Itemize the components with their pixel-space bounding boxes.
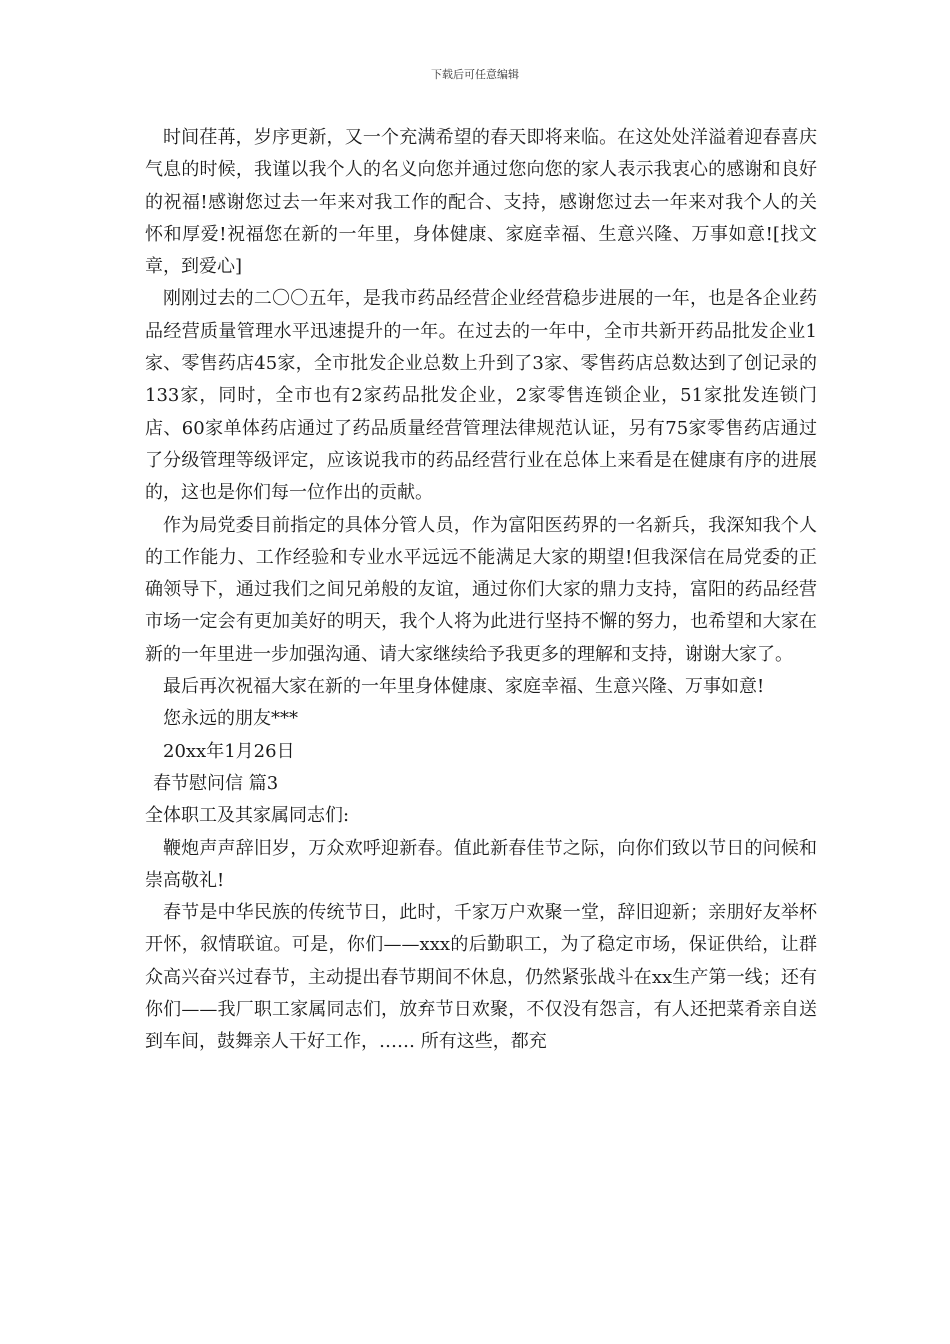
- letter-date: 20xx年1月26日: [163, 740, 295, 762]
- paragraph-spring-festival: 春节是中华民族的传统节日，此时，千家万户欢聚一堂，辞旧迎新；亲朋好友举杯开怀，叙情联谊。可是，你们——xxx的后勤职工，为了稳定市场，保证供给，让群众高兴奋兴过春节，主动提出春节期间不休息，仍然紧张战斗在xx生产第一线；还有你们——我厂职工家属同志们，放弃节日欢聚，不仅没有怨言，有人还把菜肴亲自送到车间，鼓舞亲人干好工作，…… 所有这些，都充: [145, 902, 817, 1053]
- salutation: 全体职工及其家属同志们:: [145, 805, 350, 827]
- page-header-note: 下载后可任意编辑: [431, 68, 519, 81]
- paragraph-commitment: 作为局党委目前指定的具体分管人员，作为富阳医药界的一名新兵，我深知我个人的工作能力、工作经验和专业水平远远不能满足大家的期望!但我深信在局党委的正确领导下，通过我们之间兄弟般的友谊，通过你们大家的鼎力支持，富阳的药品经营市场一定会有更加美好的明天，我个人将为此进行坚持不懈的努力，也希望和大家在新的一年里进一步加强沟通、请大家继续给予我更多的理解和支持，谢谢大家了。: [145, 514, 817, 665]
- paragraph-closing-wish: 最后再次祝福大家在新的一年里身体健康、家庭幸福、生意兴隆、万事如意!: [163, 676, 765, 698]
- paragraph-review: 刚刚过去的二〇〇五年，是我市药品经营企业经营稳步进展的一年，也是各企业药品经营质量管理水平迅速提升的一年。在过去的一年中，全市共新开药品批发企业1家、零售药店45家，全市批发企业总数上升到了3家、零售药店总数达到了创记录的133家，同时，全市也有2家药品批发企业，2家零售连锁企业，51家批发连锁门店、60家单体药店通过了药品质量经营管理法律规范认证，另有75家零售药店通过了分级管理等级评定，应该说我市的药品经营行业在总体上来看是在健康有序的进展的，这也是你们每一位作出的贡献。: [145, 288, 817, 504]
- paragraph-greeting: 时间荏苒，岁序更新，又一个充满希望的春天即将来临。在这处处洋溢着迎春喜庆气息的时候，我谨以我个人的名义向您并通过您向您的家人表示我衷心的感谢和良好的祝福!感谢您过去一年来对我工作的配合、支持，感谢您过去一年来对我个人的关怀和厚爱!祝福您在新的一年里，身体健康、家庭幸福、生意兴隆、万事如意![找文章，到爱心]: [145, 127, 817, 278]
- paragraph-new-year: 鞭炮声声辞旧岁，万众欢呼迎新春。值此新春佳节之际，向你们致以节日的问候和崇高敬礼!: [145, 837, 817, 891]
- letter-body: [145, 122, 817, 1059]
- section-title: 春节慰问信 篇3: [153, 772, 279, 794]
- signature: 您永远的朋友***: [163, 708, 298, 730]
